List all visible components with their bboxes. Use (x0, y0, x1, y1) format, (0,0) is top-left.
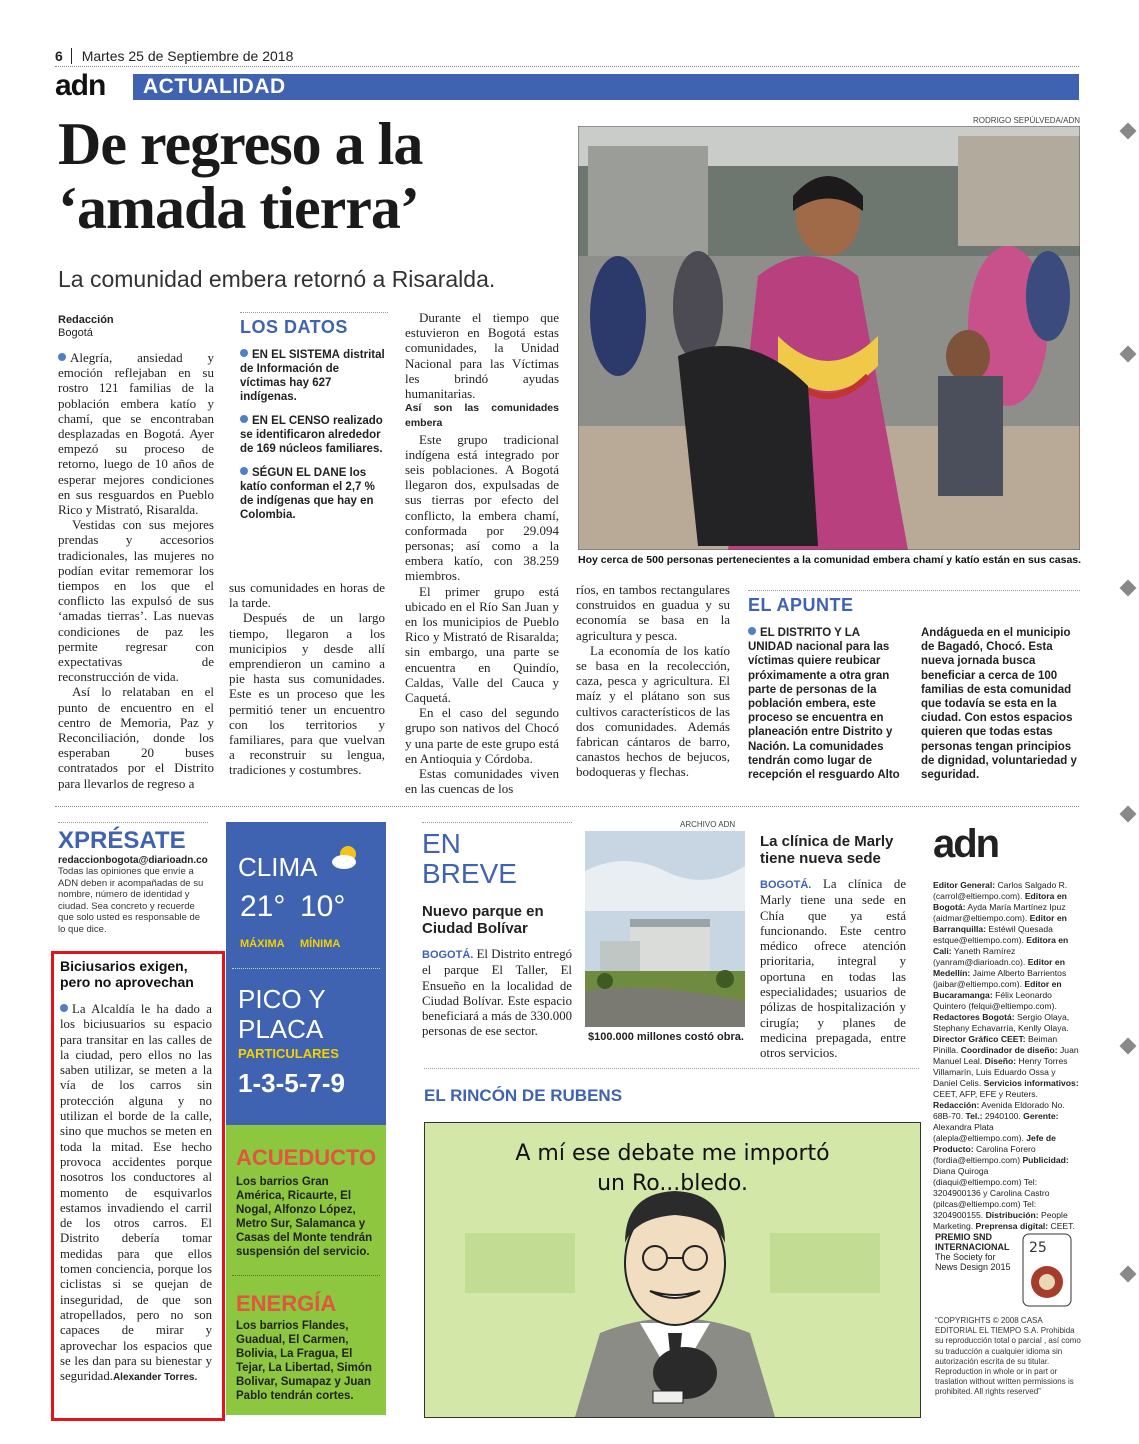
bullet-icon (240, 349, 248, 357)
editorial-cartoon (424, 1122, 921, 1418)
photo-credit: RODRIGO SEPÚLVEDA/ADN (973, 116, 1080, 125)
rubens-rule (424, 1068, 919, 1069)
datos-item (240, 348, 388, 404)
en-breve-box (422, 822, 572, 1040)
en-breve-title-2: BREVE (422, 858, 517, 889)
en-breve-text: El Distrito entregó el parque El Taller, El Ensueño en la localidad de Ciudad Bolívar. Este espacio beneficiará a más de 330.000 personas de ese sector. (422, 947, 572, 1039)
staff-person: CEET. (1048, 1221, 1075, 1231)
page-header-bar (55, 48, 1079, 68)
apunte-lead: EL DISTRITO Y LA UNIDAD (748, 627, 860, 654)
bullet-icon (58, 353, 66, 361)
acueducto-title: ACUEDUCTO (236, 1145, 377, 1170)
page-number: 6 (55, 48, 63, 64)
adn-logo-large: adn (933, 822, 999, 866)
marly-text: La clínica de Marly tiene una sede en Chía que ya está funcionando. Este centro médico ofrece atención prioritaria, integral y oportuna en todas las especialidades; usuarios de pólizas de hospitalización y cirugía; y planes de medicina prepagada, entre otros servicios. (760, 877, 906, 1061)
staff-person: Alexandra Plata (alepla@eltiempo.com). (933, 1122, 1027, 1143)
staff-role: Distribución: (985, 1210, 1039, 1220)
marly-news (760, 833, 906, 1062)
staff-role: Editor en Barranquilla: (933, 913, 1067, 934)
reader-letter (60, 958, 212, 1385)
energia-text: Los barrios Flandes, Guadual, El Carmen, Bolivia, La Fragua, El Tejar, La Libertad, Simón Bolivar, Sumapaz y Juan Pablo tendrán cortes. (236, 1320, 372, 1402)
letter-signature: Alexander Torres. (112, 1372, 198, 1384)
marly-title: La clínica de Marly tiene nueva sede (760, 833, 894, 867)
staff-person: Diana Quiroga (diaqui@eltiempo.com) Tel: 3204900136 y Carolina Castro (pilcas@eltiempo.com) Tel: 3204900155. (933, 1166, 1050, 1220)
article-paragraph: El primer grupo está ubicado en el Río San Juan y en los municipios de Pueblo Rico y Mistrató de Risaralda; sin embargo, una parte se encuentra en Quindío, Caldas, Valle del Cauca y Caquetá. (405, 583, 559, 706)
park-photo (585, 831, 745, 1027)
article-paragraph: Después de un largo tiempo, llegaron a los municipios y desde allí emprendieron un camino a pie hasta sus comunidades. Este es un proceso que les permitió tener un encuentro con los territorios y familiares, para que vuelvan a reconstruir su lengua, tradiciones y costumbres. (229, 610, 385, 778)
staff-role: Publicidad: (1022, 1155, 1069, 1165)
staff-person: Yaneth Ramírez (yanram@diarioadn.co). (933, 946, 1028, 967)
staff-person: Carlos Salgado R. (carrol@eltiempo.com). (933, 880, 1068, 901)
main-photo (578, 126, 1080, 550)
header-rule (55, 66, 1079, 67)
article-text: Alegría, ansiedad y emoción reflejaban en su rostro 121 familias de la población embera katío y chamí, que se encontraban desplazadas en Bogotá. Ayer empezó su proceso de retorno, luego de 10 años de esperar mejores condiciones en sus resguardos en Pueblo Rico y Mistrató, Risaralda. (58, 350, 214, 518)
staff-person: Juan Manuel Leal. (933, 1045, 1079, 1066)
edge-marker (1120, 123, 1137, 140)
staff-person: Ayda María Martínez Ipuz (aidmar@eltiempo.com). (933, 902, 1066, 923)
staff-role: Editora en Cali: (933, 935, 1069, 956)
staff-person: Henry Torres Villamarín, Luis Eduardo Ossa y Daniel Celis. (933, 1056, 1068, 1088)
marly-body (760, 877, 906, 1062)
article-paragraph (58, 350, 214, 517)
article-paragraph: La economía de los katío se basa en la recolección, caza, pesca y agricultura. El maíz y el plátano son sus cultivos característicos de las dos comunidades. Además fabrican cántaros de barro, canastos hechos de bejucos, bodoqueras y flechas. (576, 642, 730, 780)
headline-line-2: ‘amada tierra’ (58, 175, 419, 241)
apunte-text: nacional para las víctimas quiere reubicar próximamente a otra gran parte de personas de la población embera, este proceso se encuentra en planeación entre Distrito y Nación. La comunidades tendrán como lugar de recepción el resguardo Alto (748, 641, 900, 782)
staff-person: Félix Leonardo Quintero (felqui@eltiempo.com). (933, 990, 1057, 1011)
article-paragraph: ríos, en tambos rectangulares construidos en guadua y su economía se basa en la agricultura y pesca. (576, 582, 730, 643)
staff-role: Editora en Bogotá: (933, 891, 1067, 912)
staff-role: Jefe de Producto: (933, 1133, 1056, 1154)
staff-person: 2940100. (982, 1111, 1024, 1121)
article-paragraph: Durante el tiempo que estuvieron en Bogotá estas comunidades, la Unidad Nacional para las Víctimas les brindó ayudas humanitarias. (405, 310, 559, 402)
staff-person: Jaime Alberto Barrientos (jaibar@eltiempo.com). (933, 968, 1067, 989)
staff-person: CEET, AFP, EFE y Reuters. (933, 1089, 1038, 1099)
datos-text: los katío conforman el 2,7 % de indígenas que hay en Colombia. (240, 467, 375, 521)
bullet-icon (748, 627, 756, 635)
copyright-notice: “COPYRIGHTS © 2008 CASA EDITORIAL EL TIEMPO S.A. Prohibida su reproducción total o parcial , así como su traducción a cualquier idioma sin autorización escrita de su titular. Reproduction in whole or in part or traslation without written permissions is prohibited. All rights reserved” (935, 1316, 1081, 1397)
staff-role: Diseño: (984, 1056, 1017, 1066)
bullet-icon (240, 467, 248, 475)
edge-marker (1120, 346, 1137, 363)
min-temp: 10° (300, 890, 346, 923)
letter-title: Biciusarios exigen, pero no aprovechan (60, 958, 194, 990)
headline-line-1: De regreso a la (58, 111, 423, 177)
park-photo-caption: $100.000 millones costó obra. (588, 1031, 744, 1043)
section-label: ACTUALIDAD (143, 75, 286, 98)
servicios-box (226, 1125, 386, 1415)
acueducto-text: Los barrios Gran América, Ricaurte, El Nogal, Alfonzo López, Metro Sur, Salamanca y Casas del Monte tendrán suspensión del servicio. (236, 1176, 373, 1258)
staff-person: Sergio Olaya, Stephany Echavarría, Kenlly Olaya. (933, 1012, 1070, 1033)
staff-role: Editor General: (933, 880, 996, 890)
staff-role: Redacción: (933, 1100, 980, 1110)
staff-role: Coordinador de diseño: (960, 1045, 1058, 1055)
byline-name: Redacción (58, 314, 114, 326)
clima-box (226, 822, 386, 1125)
en-breve-subtitle: Nuevo parque en Ciudad Bolívar (422, 903, 544, 937)
article-paragraph: sus comunidades en horas de la tarde. (229, 580, 385, 611)
pico-title-2: PLACA (238, 1014, 324, 1044)
datos-text: distrital de Información de víctimas hay 627 indígenas. (240, 349, 385, 403)
cartoon-speech-line-2: un Ro...bledo. (597, 1171, 748, 1196)
article-paragraph: Así lo relataban en el punto de encuentro en el centro de Memoria, Paz y Reconciliación, donde los esperaban 20 buses contratados por el Distrito para llevarlos de regreso a (58, 684, 214, 791)
article-column-4 (576, 582, 730, 780)
partly-cloudy-icon (330, 844, 360, 872)
datos-lead: SÉGUN EL DANE (252, 467, 347, 479)
staff-role: Gerente: (1023, 1111, 1059, 1121)
premio-title: PREMIO SND INTERNACIONAL (935, 1232, 1010, 1252)
pico-title-1: PICO Y (238, 984, 326, 1014)
pico-subtitle: PARTICULARES (238, 1046, 339, 1061)
park-photo-credit: ARCHIVO ADN (680, 820, 736, 829)
en-breve-body (422, 947, 572, 1040)
edge-marker (1120, 580, 1137, 597)
el-apunte-title: EL APUNTE (748, 590, 1080, 616)
max-temp: 21° (240, 890, 286, 923)
article-column-2 (229, 580, 385, 778)
letter-text: La Alcaldía le ha dado a los biciusuarios su espacio para transitar en las calles de la ciudad, pero ellos no las saben utilizar, se meten a la vía de los carros sin protección alguna y no utilizan el borde de la calle, sino que muchos se meten en toda la mitad. Ese hecho provoca accidentes porque nosotros los conductores al momento de esquivarlos estamos invadiendo el carril de los otros carros. El Distrito debería tomar medidas para que ellos tomen conciencia, porque los ciclistas si se quejan de inseguridad, de que son atropellados, pero no son capaces de mirar y aprovechar los espacios que se les dan para su bienestar y seguridad. (60, 1002, 212, 1384)
award-badge-icon (1021, 1232, 1073, 1308)
article-subhead: Así son las comunidades embera (405, 402, 559, 430)
datos-lead: EN EL SISTEMA (252, 349, 340, 361)
staff-role: Director Gráfico CEET: (933, 1034, 1026, 1044)
section-bar (133, 74, 1079, 100)
cartoon-speech-line-1: A mí ese debate me importó (515, 1141, 830, 1166)
section-divider (55, 806, 1079, 807)
article-paragraph: En el caso del segundo grupo son nativos del Chocó y una parte de este grupo está en Antioquia y Córdoba. (405, 705, 559, 766)
staff-person: Estéwil Quesada estque@eltiempo.com). (933, 924, 1053, 945)
article-column-1 (58, 350, 214, 791)
staff-role: Editor en Bucaramanga: (933, 979, 1062, 1000)
staff-role: Tel.: (965, 1111, 983, 1121)
pico-digits: 1-3-5-7-9 (238, 1068, 345, 1098)
subheadline: La comunidad embera retornó a Risaralda. (58, 266, 496, 292)
en-breve-title-1: EN (422, 828, 461, 859)
min-label: MÍNIMA (300, 938, 341, 950)
xpresate-email[interactable]: redaccionbogota@diarioadn.co (58, 855, 208, 866)
energia-title: ENERGÍA (236, 1291, 337, 1316)
masthead (933, 822, 1079, 1232)
clima-title: CLIMA (238, 852, 318, 882)
edge-marker (1120, 806, 1137, 823)
article-paragraph: Este grupo tradicional indígena está integrado por seis poblaciones. A Bogotá llegaron dos, expulsadas de sus tierras por efecto del conflicto, la embera chamí, conformada por 29.094 personas; así como a la embera katío, con 38.259 miembros. (405, 431, 559, 584)
los-datos-box (240, 312, 388, 522)
adn-logo: adn (55, 69, 106, 102)
staff-credits (933, 880, 1079, 1232)
premio-block (935, 1232, 1081, 1308)
xpresate-title: XPRÉSATE (58, 827, 186, 854)
datos-item (240, 466, 388, 522)
bullet-icon (60, 1004, 68, 1012)
el-apunte-box (748, 590, 1080, 782)
article-paragraph: Vestidas con sus mejores prendas y accesorios tradicionales, las mujeres no podían evitar rememorar los tiempos en los que el conflicto las expulsó de sus ‘amadas tierras’. Las nuevas condiciones de paz les permite regresar con expectativas de reconstrucción de vida. (58, 517, 214, 685)
staff-role: Editor en Medellín: (933, 957, 1065, 978)
headline (58, 112, 578, 240)
photo-caption: Hoy cerca de 500 personas pertenecientes a la comunidad embera chamí y katío están en sus casas. (578, 554, 1082, 566)
byline-place: Bogotá (58, 327, 93, 339)
place-tag: BOGOTÁ. (760, 879, 812, 891)
edge-marker (1120, 1038, 1137, 1055)
article-paragraph: Estas comunidades viven en las cuencas de los (405, 766, 559, 797)
max-label: MÁXIMA (240, 938, 285, 950)
apunte-left (748, 626, 907, 782)
bullet-icon (240, 415, 248, 423)
cartoon-speech (425, 1139, 920, 1199)
staff-role: Redactores Bogotá: (933, 1012, 1015, 1022)
edge-marker (1120, 1266, 1137, 1283)
staff-person: Beiman Pinilla. (933, 1034, 1058, 1055)
staff-role: Servicios informativos: (983, 1078, 1079, 1088)
datos-lead: EN EL CENSO (252, 415, 330, 427)
article-column-3 (405, 310, 559, 797)
rubens-title: EL RINCÓN DE RUBENS (424, 1086, 623, 1105)
staff-role: Preprensa digital: (975, 1221, 1049, 1231)
staff-person: People Marketing. (933, 1210, 1068, 1231)
svg-text:25: 25 (1029, 1240, 1047, 1256)
staff-person: Carolina Forero (fordia@eltiempo.com) (933, 1144, 1036, 1165)
place-tag: BOGOTÁ. (422, 949, 474, 961)
datos-item (240, 414, 388, 456)
los-datos-title: LOS DATOS (240, 312, 388, 338)
premio-text: The Society for News Design 2015 (935, 1252, 1011, 1272)
staff-person: Avenida Eldorado No. 68B-70. (933, 1100, 1065, 1121)
byline (58, 314, 114, 340)
apunte-right: Andágueda en el municipio de Bagadó, Chocó. Esta nueva jornada busca beneficiar a cerca de 100 familias de esta comunidad que todavía se esta en la ciudad. Con estos espacios quieren que todas estas personas tengan principios de dignidad, voluntariedad y seguridad. (921, 627, 1077, 782)
letter-body (60, 1002, 212, 1385)
xpresate-note: Todas las opiniones que envíe a ADN deben ir acompañadas de su nombre, número de identidad y ciudad. Sea concreto y recuerde que solo usted es responsable de lo que dice. (58, 866, 204, 935)
xpresate-box (58, 822, 210, 935)
datos-text: realizado se identificaron alrededor de 169 núcleos familiares. (240, 415, 383, 455)
issue-date: Martes 25 de Septiembre de 2018 (81, 48, 294, 64)
